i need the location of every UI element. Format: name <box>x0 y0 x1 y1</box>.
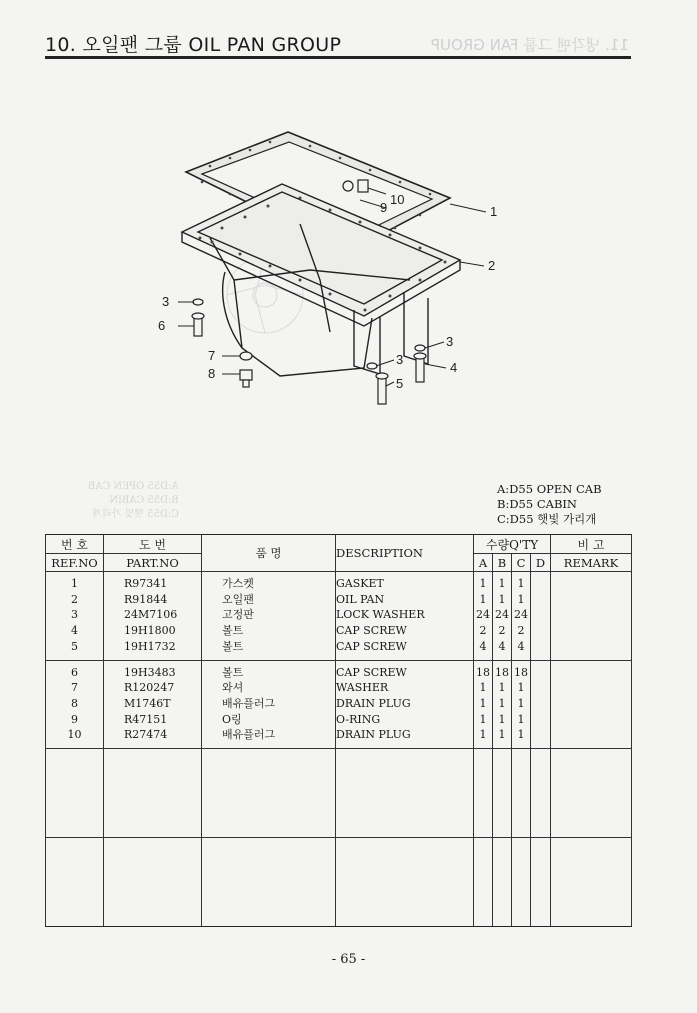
table-row <box>46 623 632 639</box>
cell-c: 1 <box>512 572 531 592</box>
cell-desc: O-RING <box>336 712 474 728</box>
blank-cell <box>474 749 493 838</box>
callout-5: 5 <box>396 376 404 391</box>
callout-3c: 3 <box>446 334 454 349</box>
blank-cell <box>202 838 336 927</box>
blank-cell <box>493 838 512 927</box>
blank-cell <box>474 838 493 927</box>
name-header: 품 명 <box>202 535 336 572</box>
table-row <box>46 607 632 623</box>
cell-desc: DRAIN PLUG <box>336 696 474 712</box>
cell-d <box>531 592 551 608</box>
callout-10: 10 <box>390 192 405 207</box>
cell-name: 고정판 <box>202 607 336 623</box>
cell-name: 배유플러그 <box>202 727 336 748</box>
cell-part: R120247 <box>104 680 202 696</box>
cell-c: 1 <box>512 696 531 712</box>
callout-3a: 3 <box>162 294 170 309</box>
parts-table <box>45 534 632 927</box>
blank-cell <box>46 838 104 927</box>
table-row <box>46 680 632 696</box>
qty-b-header: B <box>493 554 512 572</box>
cell-d <box>531 607 551 623</box>
cell-ref: 8 <box>46 696 104 712</box>
callout-7: 7 <box>208 348 216 363</box>
remark-header-en: REMARK <box>551 554 632 572</box>
ref-header-ko: 번 호 <box>46 535 104 554</box>
table-row <box>46 660 632 680</box>
cell-ref: 2 <box>46 592 104 608</box>
blank-cell <box>46 749 104 838</box>
ref-header-en: REF.NO <box>46 554 104 572</box>
description-header: DESCRIPTION <box>336 535 474 572</box>
cell-desc: LOCK WASHER <box>336 607 474 623</box>
cell-c: 4 <box>512 639 531 660</box>
cell-a: 1 <box>474 727 493 748</box>
cell-c: 18 <box>512 660 531 680</box>
cell-d <box>531 572 551 592</box>
part-header-en: PART.NO <box>104 554 202 572</box>
table-row <box>46 727 632 748</box>
cell-ref: 6 <box>46 660 104 680</box>
page-header <box>45 28 631 59</box>
cell-name: 가스켓 <box>202 572 336 592</box>
cell-a: 4 <box>474 639 493 660</box>
cell-part: R97341 <box>104 572 202 592</box>
cell-name: O링 <box>202 712 336 728</box>
cell-desc: CAP SCREW <box>336 639 474 660</box>
blank-cell <box>551 838 632 927</box>
cell-remark <box>551 592 632 608</box>
cell-b: 18 <box>493 660 512 680</box>
cell-a: 1 <box>474 696 493 712</box>
cell-part: 19H1732 <box>104 639 202 660</box>
table-row <box>46 696 632 712</box>
cell-d <box>531 727 551 748</box>
cell-b: 1 <box>493 712 512 728</box>
table-row <box>46 639 632 660</box>
cell-b: 2 <box>493 623 512 639</box>
cell-name: 배유플러그 <box>202 696 336 712</box>
cell-a: 18 <box>474 660 493 680</box>
cell-c: 1 <box>512 680 531 696</box>
blank-cell <box>202 749 336 838</box>
part-header-ko: 도 번 <box>104 535 202 554</box>
cell-remark <box>551 696 632 712</box>
cell-b: 1 <box>493 727 512 748</box>
qty-d-header: D <box>531 554 551 572</box>
callout-8: 8 <box>208 366 216 381</box>
cell-c: 2 <box>512 623 531 639</box>
cell-part: M1746T <box>104 696 202 712</box>
cell-ref: 3 <box>46 607 104 623</box>
cell-name: 볼트 <box>202 623 336 639</box>
cell-name: 볼트 <box>202 660 336 680</box>
blank-cell <box>512 749 531 838</box>
callout-4: 4 <box>450 360 458 375</box>
cell-a: 1 <box>474 680 493 696</box>
cell-part: 24M7106 <box>104 607 202 623</box>
cell-name: 오일팬 <box>202 592 336 608</box>
cell-ref: 10 <box>46 727 104 748</box>
model-legend <box>497 482 602 527</box>
qty-a-header: A <box>474 554 493 572</box>
cell-remark <box>551 639 632 660</box>
legend-line-c: C:D55 햇빛 가리개 <box>497 512 597 526</box>
cell-remark <box>551 623 632 639</box>
cell-desc: CAP SCREW <box>336 623 474 639</box>
qty-c-header: C <box>512 554 531 572</box>
blank-cell <box>336 838 474 927</box>
callout-6: 6 <box>158 318 166 333</box>
blank-cell <box>104 838 202 927</box>
cell-part: R91844 <box>104 592 202 608</box>
cell-d <box>531 639 551 660</box>
cell-a: 24 <box>474 607 493 623</box>
cell-part: 19H1800 <box>104 623 202 639</box>
blank-cell <box>493 749 512 838</box>
legend-line-a: A:D55 OPEN CAB <box>497 482 602 496</box>
blank-table-area <box>46 749 632 838</box>
cell-name: 와셔 <box>202 680 336 696</box>
cell-desc: DRAIN PLUG <box>336 727 474 748</box>
blank-cell <box>531 838 551 927</box>
cell-remark <box>551 712 632 728</box>
cell-c: 1 <box>512 712 531 728</box>
cell-d <box>531 712 551 728</box>
bleed-through-legend: A:D55 OPEN CAB B:D55 CABIN C:D55 햇빛 가리개 <box>88 481 179 520</box>
cell-ref: 9 <box>46 712 104 728</box>
blank-cell <box>512 838 531 927</box>
cell-d <box>531 696 551 712</box>
cell-desc: OIL PAN <box>336 592 474 608</box>
bleed-through-title: 11. 냉각팬 그룹 FAN GROUP <box>431 36 629 54</box>
cell-c: 1 <box>512 592 531 608</box>
cell-remark <box>551 727 632 748</box>
blank-cell <box>104 749 202 838</box>
cell-b: 1 <box>493 572 512 592</box>
callout-3b: 3 <box>396 352 404 367</box>
cell-desc: WASHER <box>336 680 474 696</box>
oil-pan-exploded-diagram <box>150 120 520 420</box>
cell-part: 19H3483 <box>104 660 202 680</box>
cell-ref: 7 <box>46 680 104 696</box>
cell-b: 1 <box>493 592 512 608</box>
blank-cell <box>551 749 632 838</box>
cell-remark <box>551 680 632 696</box>
cell-part: R47151 <box>104 712 202 728</box>
cell-b: 1 <box>493 680 512 696</box>
page-title: 10. 오일팬 그룹 OIL PAN GROUP <box>45 34 342 56</box>
cell-ref: 1 <box>46 572 104 592</box>
callout-1: 1 <box>490 204 498 219</box>
blank-cell <box>531 749 551 838</box>
cell-d <box>531 680 551 696</box>
callout-9: 9 <box>380 200 388 215</box>
table-row <box>46 592 632 608</box>
cell-d <box>531 660 551 680</box>
cell-remark <box>551 572 632 592</box>
cell-b: 1 <box>493 696 512 712</box>
cell-desc: CAP SCREW <box>336 660 474 680</box>
cell-desc: GASKET <box>336 572 474 592</box>
cell-a: 1 <box>474 712 493 728</box>
cell-b: 4 <box>493 639 512 660</box>
cell-c: 24 <box>512 607 531 623</box>
cell-ref: 5 <box>46 639 104 660</box>
cell-a: 2 <box>474 623 493 639</box>
cell-a: 1 <box>474 592 493 608</box>
legend-line-b: B:D55 CABIN <box>497 497 577 511</box>
page-number: - 65 - <box>331 952 366 967</box>
callout-2: 2 <box>488 258 496 273</box>
cell-remark <box>551 607 632 623</box>
blank-table-area <box>46 838 632 927</box>
cell-ref: 4 <box>46 623 104 639</box>
table-row <box>46 712 632 728</box>
cell-d <box>531 623 551 639</box>
cell-part: R27474 <box>104 727 202 748</box>
cell-remark <box>551 660 632 680</box>
cell-c: 1 <box>512 727 531 748</box>
cell-a: 1 <box>474 572 493 592</box>
table-row <box>46 572 632 592</box>
qty-header: 수량Q'TY <box>474 535 551 554</box>
blank-cell <box>336 749 474 838</box>
cell-name: 볼트 <box>202 639 336 660</box>
remark-header-ko: 비 고 <box>551 535 632 554</box>
cell-b: 24 <box>493 607 512 623</box>
